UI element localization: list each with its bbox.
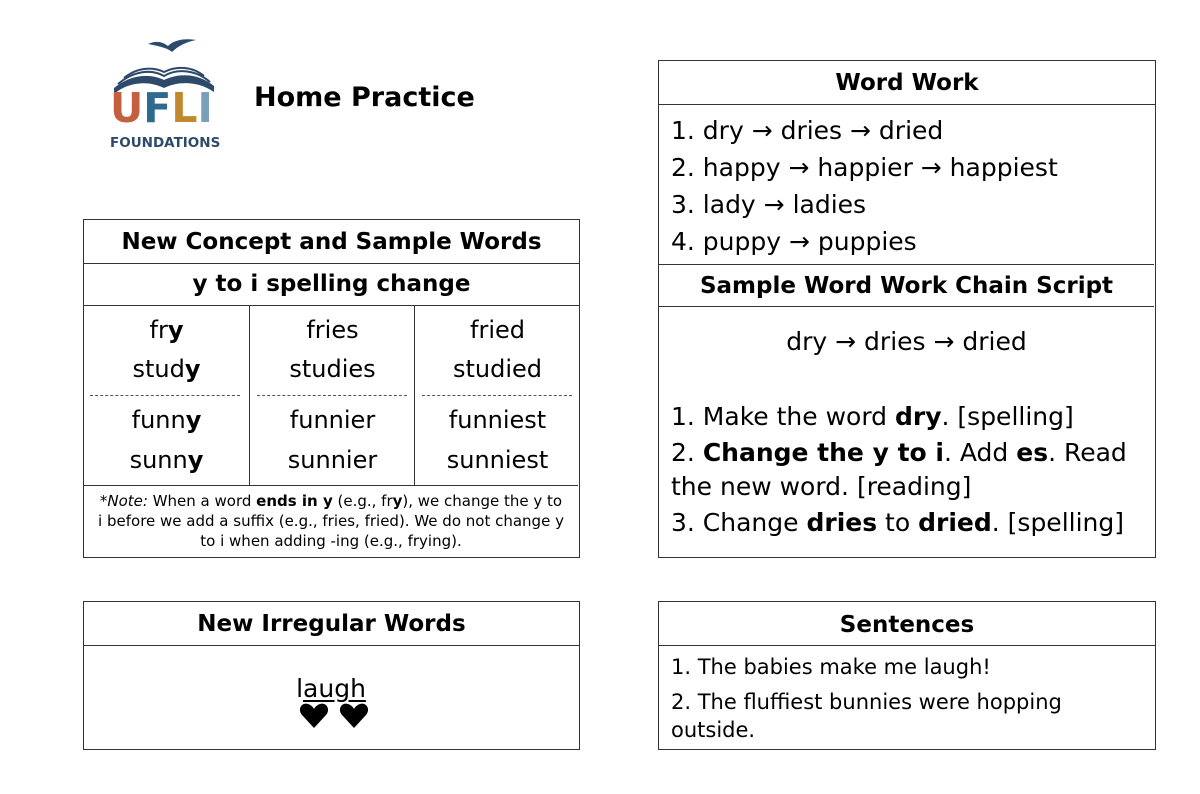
concept-heading: New Concept and Sample Words (84, 220, 579, 264)
sample-word (84, 312, 249, 348)
word-ending: y (184, 355, 201, 383)
word-ending: y (187, 446, 204, 474)
word-stem: funnier (289, 406, 376, 434)
heart-icon (340, 704, 368, 728)
concept-subheading: y to i spelling change (84, 264, 579, 306)
sample-word (84, 442, 249, 478)
list-item: 4. puppy → puppies (671, 227, 917, 256)
word-stem: funn (131, 406, 186, 434)
list-item: 1. The babies make me laugh! (671, 655, 991, 679)
step-2: 2. Change the y to i. Add es. Read the new word. [reading] (671, 438, 1127, 501)
sample-word (250, 442, 415, 478)
word-ending: y (167, 316, 184, 344)
concept-panel (83, 219, 580, 558)
dashed-divider (422, 395, 572, 396)
heart-icon (300, 704, 328, 728)
heart-icons (298, 702, 368, 730)
word-stem: fries (306, 316, 359, 344)
word-stem: studies (289, 355, 376, 383)
word-stem: fried (470, 316, 525, 344)
step-3: 3. Change dries to dried. [spelling] (671, 508, 1124, 537)
dashed-divider (90, 395, 240, 396)
sample-word (415, 351, 580, 387)
sample-word (84, 351, 249, 387)
logo-letters: UFLI (110, 84, 213, 132)
irregular-heading: New Irregular Words (84, 602, 579, 646)
logo-subtitle: FOUNDATIONS (110, 135, 221, 151)
word-stem: fr (149, 316, 168, 344)
word-stem: stud (132, 355, 185, 383)
sample-word (415, 402, 580, 438)
word-work-panel (658, 60, 1156, 558)
concept-note: *Note: When a word ends in y (e.g., fry), we change the y to i before we add a suffix (e.g., fries, fried). We do not change y to i when adding -ing (e.g., frying). (84, 485, 578, 557)
word-stem: sunn (129, 446, 188, 474)
sentences-panel (658, 601, 1156, 750)
sample-word (415, 442, 580, 478)
sample-word (250, 312, 415, 348)
word-work-list (671, 113, 1058, 261)
list-item: 2. The fluffiest bunnies were hopping outside. (671, 690, 1062, 742)
script-heading: Sample Word Work Chain Script (659, 264, 1154, 307)
list-item: 3. lady → ladies (671, 190, 867, 219)
word-stem: sunnier (287, 446, 378, 474)
sample-word (250, 402, 415, 438)
sample-word (250, 351, 415, 387)
ufli-logo (108, 38, 220, 156)
step-1: 1. Make the word dry. [spelling] (671, 402, 1074, 431)
sentences-heading: Sentences (659, 602, 1155, 646)
chain-example: dry → dries → dried (786, 327, 1027, 356)
page-title: Home Practice (254, 82, 475, 113)
irregular-word: laugh (296, 674, 366, 703)
word-work-heading: Word Work (659, 61, 1155, 105)
list-item: 2. happy → happier → happiest (671, 153, 1058, 182)
sample-word (415, 312, 580, 348)
word-stem: studied (452, 355, 543, 383)
script-steps (671, 400, 1141, 542)
sample-words-grid (84, 306, 578, 485)
word-ending: y (185, 406, 202, 434)
list-item: 1. dry → dries → dried (671, 116, 944, 145)
sentences-list (671, 653, 1141, 751)
sample-word (84, 402, 249, 438)
dashed-divider (257, 395, 407, 396)
word-stem: sunniest (446, 446, 549, 474)
word-stem: funniest (448, 406, 547, 434)
